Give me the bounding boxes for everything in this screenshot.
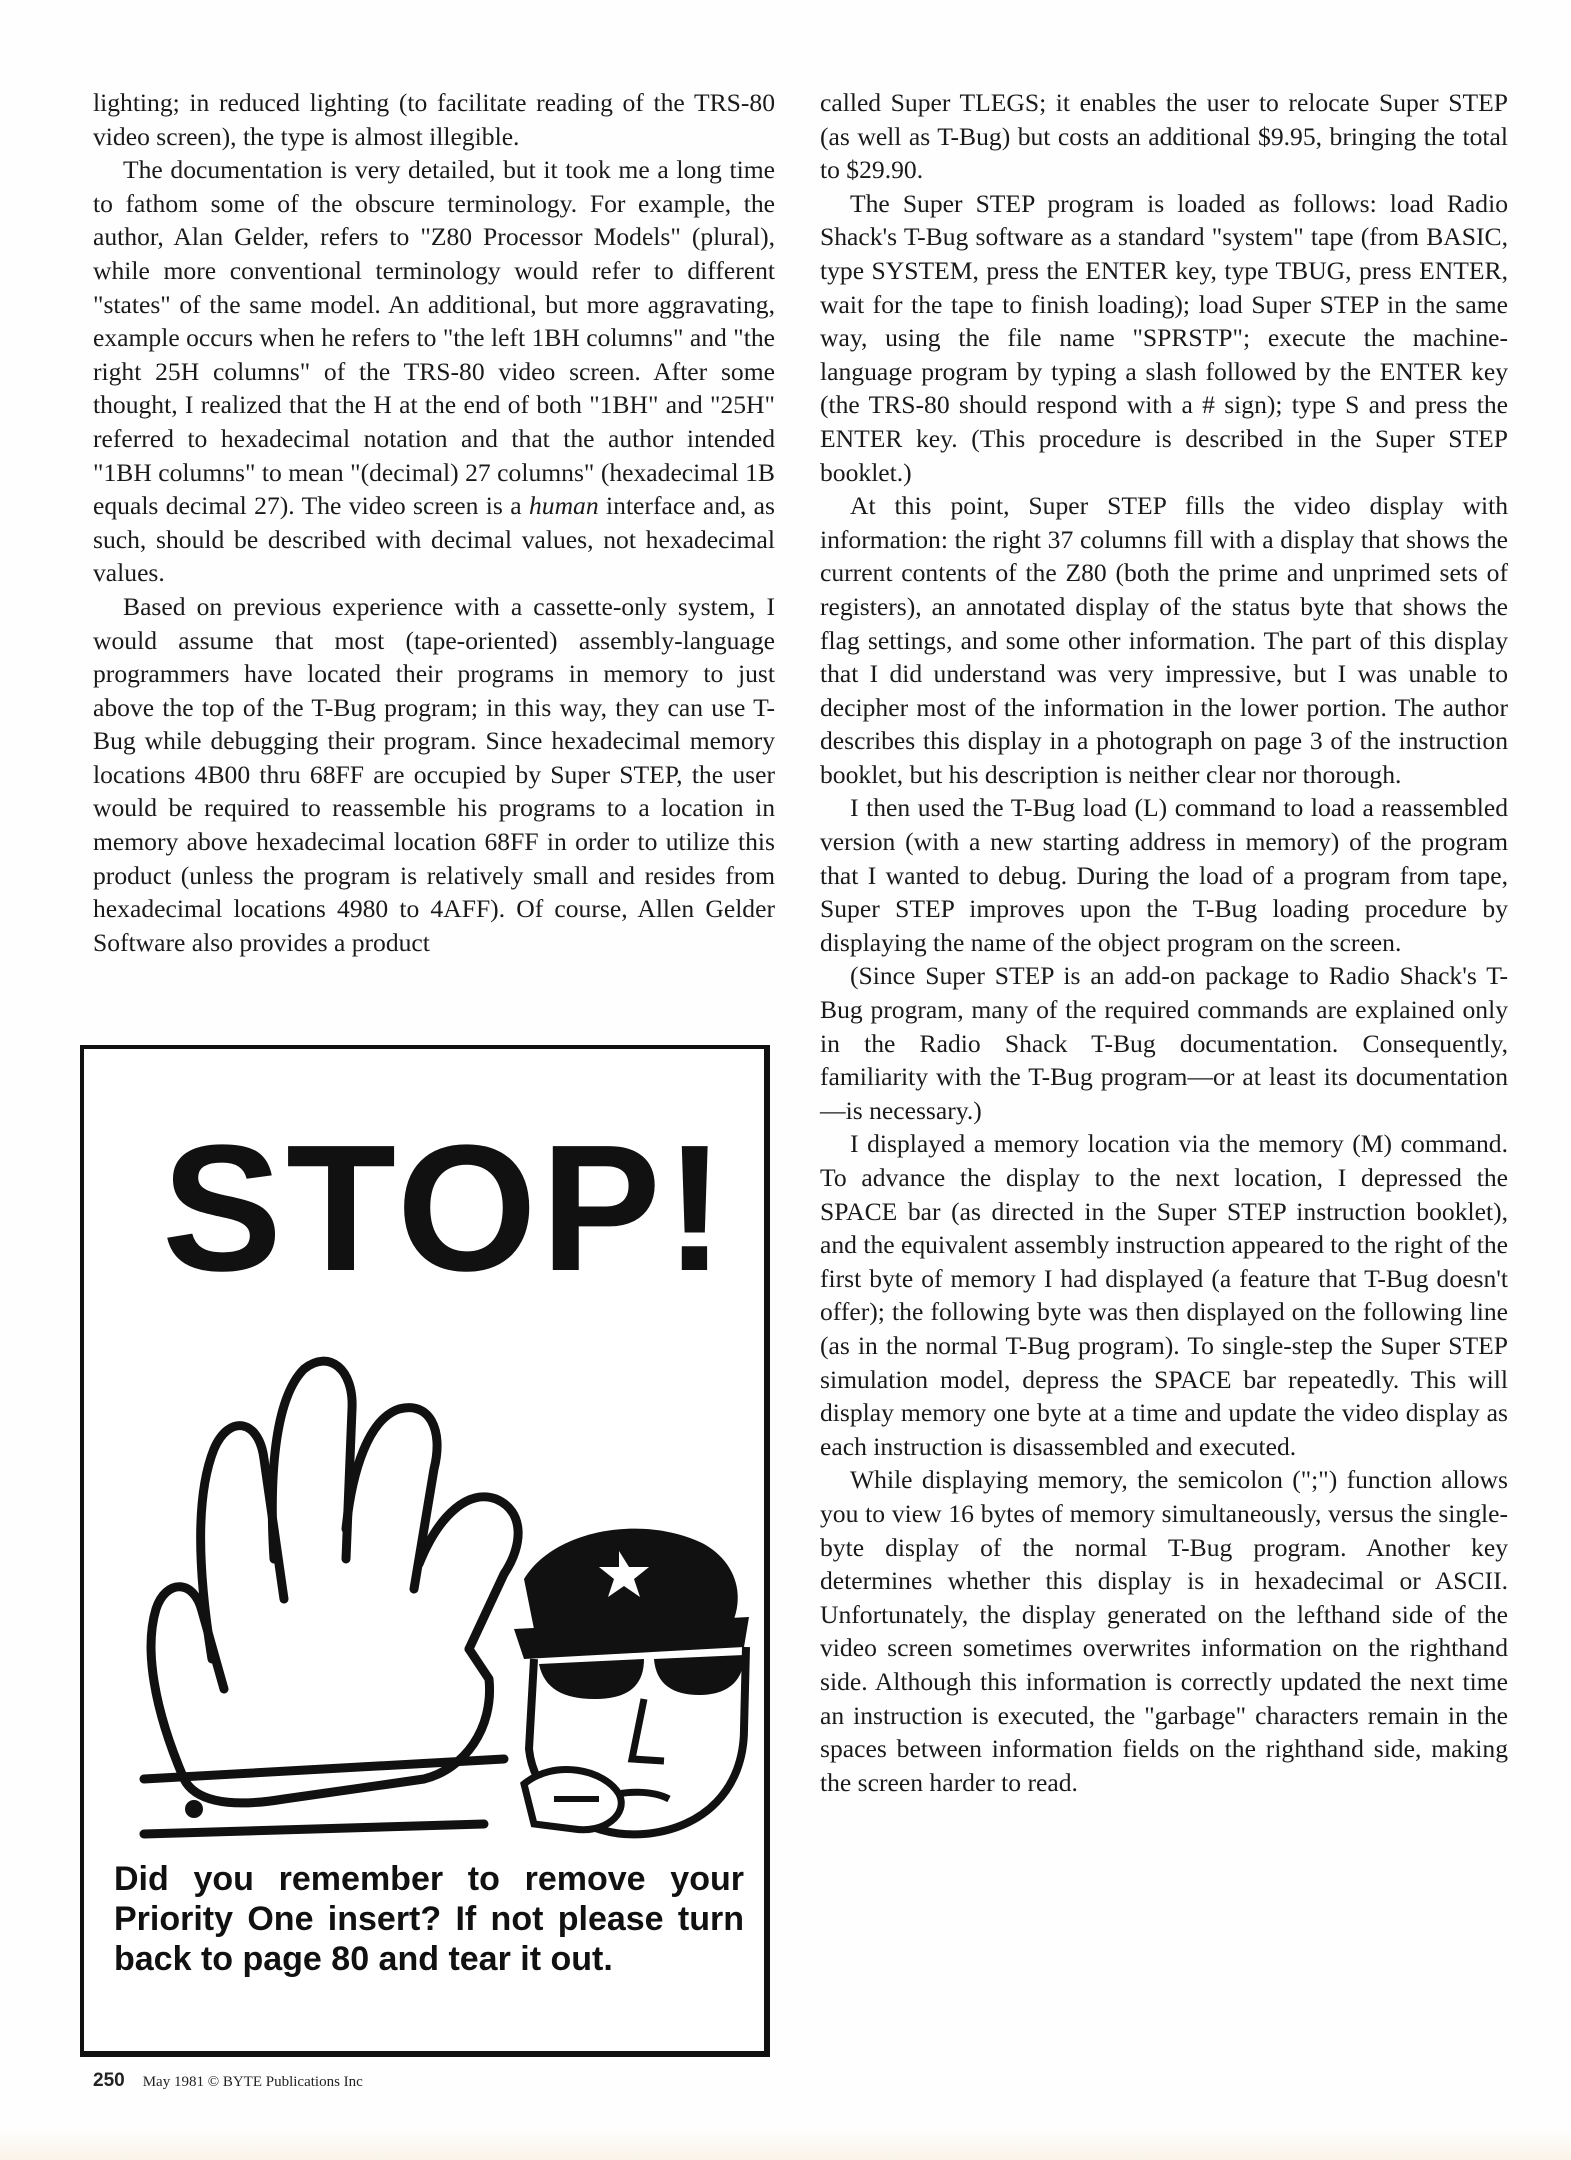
- police-officer-icon: [514, 1529, 749, 1835]
- left-article-column: [93, 86, 775, 959]
- publication-credit: May 1981 © BYTE Publications Inc: [142, 2074, 363, 2090]
- page-number: 250: [93, 2070, 125, 2091]
- left-paragraph-2: The documentation is very detailed, but it took me a long time to fathom some of the obscure terminology. For example, the author, Alan Gelder, refers to "Z80 Processor Models" (plural), while more conventional terminology would refer to different "states" of the same model. An additional, but more aggravating, example occurs when he refers to "the left 1BH columns" and "the right 25H columns" of the TRS-80 video screen. After some thought, I realized that the H at the end of both "1BH" and "25H" referred to hexadecimal notation and that the author intended "1BH columns" to mean "(decimal) 27 columns" (hexadecimal 1B equals decimal 27). The video screen is a human interface and, as such, should be described with decimal values, not hexadecimal values.: [93, 155, 775, 588]
- right-paragraph-6: I displayed a memory location via the memory (M) command. To advance the display to the next location, I depressed the SPACE bar (as directed in the Super STEP instruction booklet), and the equivalent assembly instruction appeared to the right of the first byte of memory I had displayed (a feature that T-Bug doesn't offer); the following byte was then displayed on the following line (as in the normal T-Bug program). To single-step the Super STEP simulation model, depress the SPACE bar repeatedly. This will display memory one byte at a time and update the video display as each instruction is disassembled and executed.: [820, 1129, 1508, 1461]
- right-paragraph-5: (Since Super STEP is an add-on package to Radio Shack's T-Bug program, many of the required commands are explained only in the Radio Shack T-Bug documentation. Consequently, familiarity with the T-Bug program—or at least its documentation—is necessary.): [820, 961, 1508, 1125]
- scan-edge-discoloration: [0, 2130, 1571, 2160]
- stop-advertisement: [80, 1045, 770, 2057]
- right-paragraph-7: While displaying memory, the semicolon (";") function allows you to view 16 bytes of memory simultaneously, versus the single-byte display of the normal T-Bug program. Another key determines whether this display is in hexadecimal or ASCII. Unfortunately, the display generated on the lefthand side of the video screen sometimes overwrites information on the righthand side. Although this information is correctly updated the next time an instruction is executed, the "garbage" characters remain in the spaces between information fields on the righthand side, making the screen harder to read.: [820, 1465, 1508, 1797]
- right-paragraph-3: At this point, Super STEP fills the video display with information: the right 37 columns fill with a display that shows the current contents of the Z80 (both the prime and unprimed sets of registers), an annotated display of the status byte that shows the flag settings, and some other information. The part of this display that I did understand was very impressive, but I was unable to decipher most of the information in the lower portion. The author describes this display in a photograph on page 3 of the instruction booklet, but his description is neither clear nor thorough.: [820, 491, 1508, 789]
- right-paragraph-2: The Super STEP program is loaded as follows: load Radio Shack's T-Bug software as a standard "system" tape (from BASIC, type SYSTEM, press the ENTER key, type TBUG, press ENTER, wait for the tape to finish loading); load Super STEP in the same way, using the file name "SPRSTP"; execute the machine-language program by typing a slash followed by the ENTER key (the TRS-80 should respond with a # sign); type S and press the ENTER key. (This procedure is described in the Super STEP booklet.): [820, 188, 1508, 487]
- page-footer: [93, 2070, 363, 2092]
- police-officer-hand-illustration: [84, 1329, 766, 1849]
- left-paragraph-3: Based on previous experience with a cassette-only system, I would assume that most (tape-oriented) assembly-language programmers have located their programs in memory to just above the top of the T-Bug program; in this way, they can use T-Bug while debugging their program. Since hexadecimal memory locations 4B00 thru 68FF are occupied by Super STEP, the user would be required to reassemble his programs to a location in memory above hexadecimal location 68FF in order to utilize this product (unless the program is relatively small and resides from hexadecimal locations 4980 to 4AFF). Of course, Allen Gelder Software also provides a product: [93, 591, 775, 957]
- cuff-button-icon: [185, 1800, 203, 1818]
- right-paragraph-4: I then used the T-Bug load (L) command to load a reassembled version (with a new starting address in memory) of the program that I wanted to debug. During the load of a program from tape, Super STEP improves upon the T-Bug loading procedure by displaying the name of the object program on the screen.: [820, 793, 1508, 957]
- left-paragraph-1: lighting; in reduced lighting (to facilitate reading of the TRS-80 video screen), the type is almost illegible.: [93, 88, 775, 151]
- right-paragraph-1: called Super TLEGS; it enables the user to relocate Super STEP (as well as T-Bug) but costs an additional $9.95, bringing the total to $29.90.: [820, 88, 1508, 185]
- right-article-column: [820, 86, 1508, 1799]
- ad-headline: STOP!: [162, 1108, 729, 1309]
- ad-caption: Did you remember to remove your Priority One insert? If not please turn back to page 80 and tear it out.: [114, 1860, 744, 1978]
